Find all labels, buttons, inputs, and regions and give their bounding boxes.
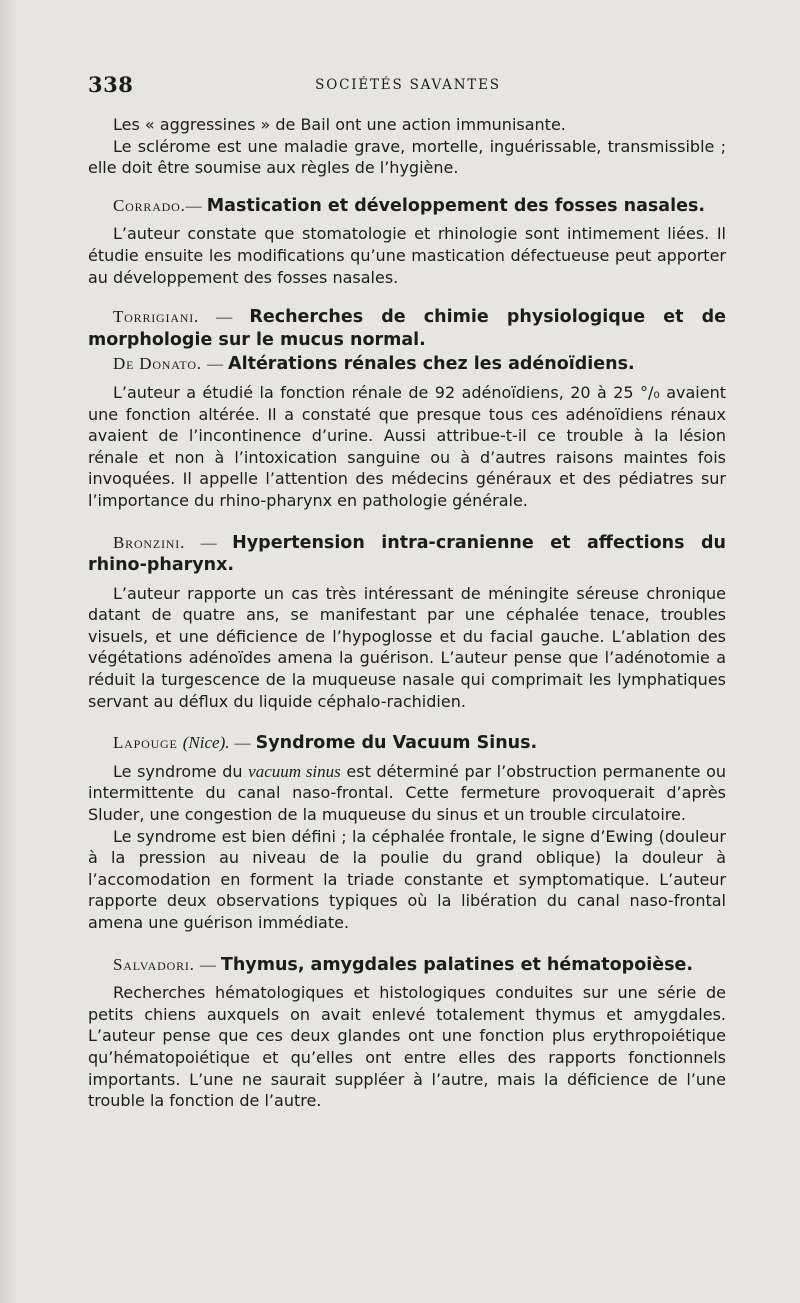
article-dash: — [199, 956, 216, 974]
page-header [88, 72, 728, 100]
article-dash: — [234, 735, 251, 753]
body-text: Le syndrome du [113, 761, 249, 781]
page-edge-shadow [0, 0, 18, 1303]
article-body-salvadori: Recherches hématologiques et histologiques conduites sur une série de petits chiens auxquels on avait enlevé totalement thymus et amygdales. L’auteur pense que ces deux glandes ont une fonction plus erythropoiétique qu’hématopoiétique et qu’elles ont entre elles des rapports fonctionnels importants. L’une ne saurait suppléer à l’autre, mais la déficience de l’une trouble la fonction de l’autre. [88, 983, 726, 1111]
page-number: 338 [88, 72, 134, 97]
intro-paragraph-1: Les « aggressines » de Bail ont une action immunisante. [113, 115, 566, 134]
italic-term: vacuum sinus [248, 761, 341, 781]
article-author: Torrigiani. [113, 307, 200, 327]
article-title: Altérations rénales chez les adénoïdiens. [228, 354, 635, 375]
article-dash: — [185, 197, 202, 215]
intro-paragraph-2: Le sclérome est une maladie grave, mortelle, inguérissable, transmissible ; elle doit être soumise aux règles de l’hygiène. [88, 136, 726, 178]
article-heading-salvadori [88, 954, 726, 977]
article-title: Thymus, amygdales palatines et hématopoièse. [220, 954, 694, 975]
article-title: Mastication et développement des fosses nasales. [206, 195, 706, 216]
article-title: Hypertension intra-cranienne et affections du rhino-pharynx. [88, 532, 726, 576]
article-heading-bronzini [88, 532, 726, 577]
article-author: Salvadori. [113, 954, 195, 974]
article-body-lapouge-2: Le syndrome est bien défini ; la céphalée frontale, le signe d’Ewing (douleur à la pression au niveau de la poulie du grand oblique) la douleur à l’accomodation en forment la triade constante et symptomatique. L’auteur rapporte deux observations typiques où la libération du canal naso-frontal amena une guérison immédiate. [88, 826, 726, 932]
article-body-bronzini: L’auteur rapporte un cas très intéressant de méningite séreuse chronique datant de quatre ans, se manifestant par une céphalée tenace, troubles visuels, et une déficience de l’hypoglosse et du facial gauche. L’ablation des végétations adénoïdes amena la guérison. L’auteur pense que l’adénotomie a réduit la turgescence de la muqueuse nasale qui comprimait les lymphatiques servant au déflux du liquide céphalo-rachidien. [88, 583, 726, 711]
article-heading-lapouge [88, 732, 726, 755]
article-heading-torrigiani [88, 306, 726, 351]
article-dash: — [206, 356, 223, 374]
article-author: Corrado. [113, 195, 186, 215]
article-dash: — [216, 309, 233, 327]
article-place: (Nice). [182, 733, 230, 753]
running-head: SOCIÉTÉS SAVANTES [315, 77, 501, 93]
article-author: Lapouge [113, 733, 178, 753]
article-heading-corrado [88, 195, 726, 218]
body-text: est déterminé par l’obstruction permanente ou intermittente du canal naso-frontal. Cette fermeture provoquerait d’après Sluder, une congestion de la muqueuse du sinus et un trouble circulatoire. [88, 761, 727, 825]
page-content [88, 114, 726, 1112]
article-title: Syndrome du Vacuum Sinus. [255, 733, 538, 754]
article-author: De Donato. [113, 354, 202, 374]
article-dash: — [200, 534, 217, 552]
article-body-de-donato: L’auteur a étudié la fonction rénale de 92 adénoïdiens, 20 à 25 °/₀ avaient une fonction altérée. Il a constaté que presque tous ces adénoïdiens rénaux avaient de l’incontinence d’urine. Aussi attribue-t-il ce trouble à la lésion rénale et non à l’intoxication sanguine ou à d’autres raisons maintes fois invoquées. Il appelle l’attention des médecins généraux et des pédiatres sur l’importance du rhino-pharynx en pathologie générale. [88, 382, 726, 510]
article-body-corrado: L’auteur constate que stomatologie et rhinologie sont intimement liées. Il étudie ensuite les modifications qu’une mastication défectueuse peut apporter au développement des fosses nasales. [88, 224, 726, 287]
article-author: Bronzini. [113, 532, 186, 552]
article-title: Recherches de chimie physiologique et de morphologie sur le mucus normal. [88, 307, 726, 350]
article-heading-de-donato [88, 353, 726, 376]
article-body-lapouge-1 [88, 761, 726, 826]
